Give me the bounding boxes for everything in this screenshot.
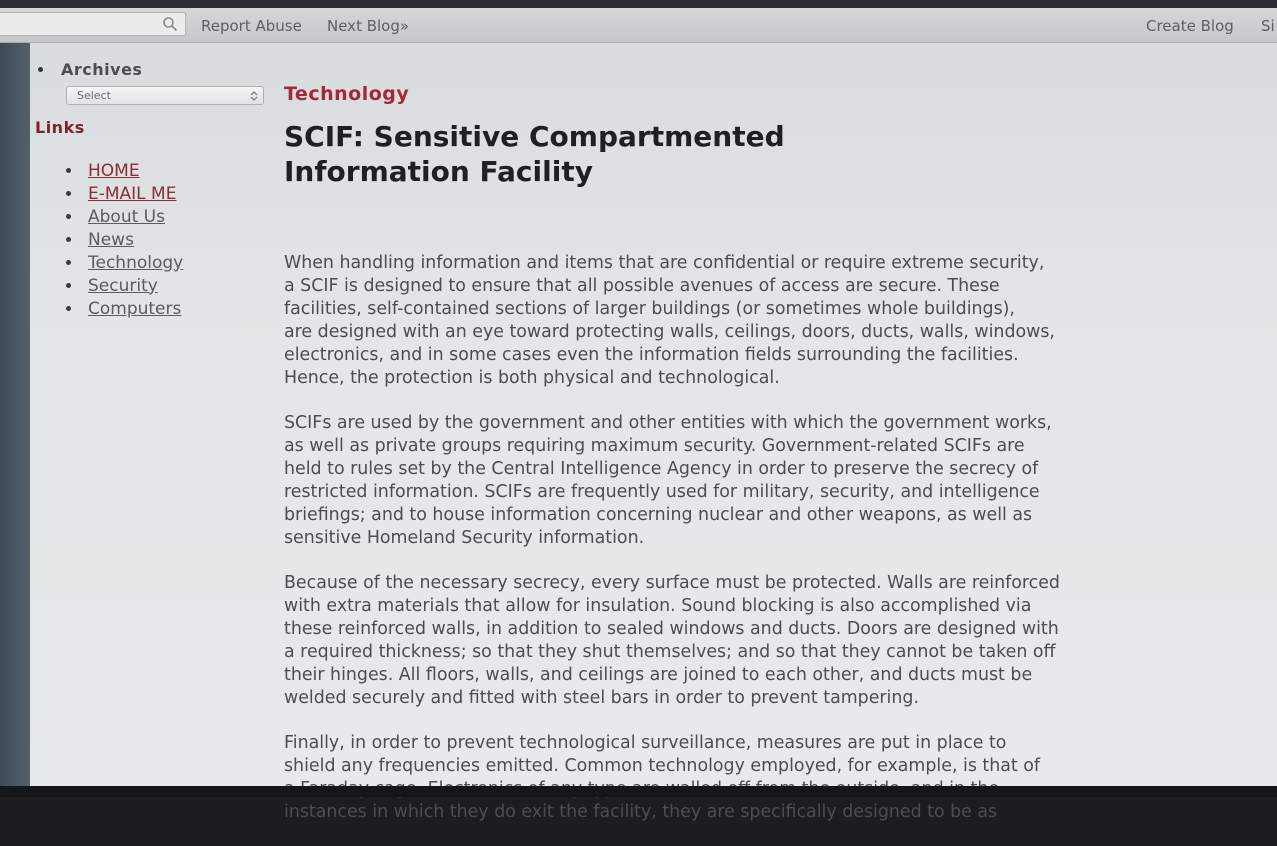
link-technology[interactable]: Technology [88,252,184,273]
bullet-icon [66,191,71,196]
post-paragraph: Because of the necessary secrecy, every surface must be protected. Walls are reinforced with extra materials that allow for insulation. Sound blocking is also accomplished via these reinforced walls, in addition to sealed windows and ducts. Doors are designed with a required thickness; so that they shut themselves; and so that they cannot be taken off their hinges. All floors, walls, and ceilings are joined to each other, and ducts must be welded securely and fitted with steel bars in order to prevent tampering. [284,573,1060,708]
link-home[interactable]: HOME [88,160,140,181]
links-title: Links [35,118,85,137]
link-computers[interactable]: Computers [88,298,182,319]
sign-in-link[interactable]: Si [1261,17,1275,35]
blogger-navbar [0,8,1277,43]
list-item [66,205,183,228]
post-paragraph: Finally, in order to prevent technological surveillance, measures are put in place to shield any frequencies emitted. Common technology employed, for example, is that of instances in which they do exit the facility, they are specifically designed to be as [284,733,1041,822]
link-about-us[interactable]: About Us [88,206,165,227]
list-item [66,297,183,320]
archives-widget [38,60,142,79]
left-frame-strip [0,43,30,788]
bullet-icon [66,214,71,219]
post-paragraph: SCIFs are used by the government and other entities with which the government works, as well as private groups requiring maximum security. Government-related SCIFs are held to rules set by the Central Intelligence Agency in order to preserve the secrecy of restricted information. SCIFs are frequently used for military, security, and intelligence briefings; and to house information concerning nuclear and other weapons, as well as sensitive Homeland Security information. [284,413,1052,548]
search-icon[interactable] [162,16,178,32]
link-email-me[interactable]: E-MAIL ME [88,183,177,204]
list-item [66,228,183,251]
list-item [66,159,183,182]
bullet-icon [66,283,71,288]
bottom-bezel [0,786,1277,797]
list-item [66,182,183,205]
bullet-icon [66,260,71,265]
list-item [66,274,183,297]
archive-select-value: Select [77,89,111,102]
navbar-search-input[interactable] [0,12,186,36]
post-title: SCIF: Sensitive Compartmented Information Facility [284,120,785,188]
post-paragraph: When handling information and items that are confidential or require extreme security, a SCIF is designed to ensure that all possible avenues of access are secure. These facilities, self-contained sections of larger buildings (or sometimes whole buildings), are designed with an eye toward protecting walls, ceilings, doors, ducts, walls, windows, electronics, and in some cases even the information fields surrounding the facilities. Hence, the protection is both physical and technological. [284,253,1055,388]
bullet-icon [66,306,71,311]
archive-select[interactable] [66,86,264,105]
post-label: Technology [284,83,410,105]
archives-title: Archives [61,60,143,79]
post-body [284,252,1244,846]
list-item [66,251,183,274]
next-blog-link[interactable]: Next Blog» [327,17,410,35]
link-security[interactable]: Security [88,275,158,296]
bullet-icon [38,67,43,72]
create-blog-link[interactable]: Create Blog [1146,17,1234,35]
blog-page [30,43,1277,822]
bullet-icon [66,237,71,242]
report-abuse-link[interactable]: Report Abuse [201,17,302,35]
select-arrows-icon [250,90,258,102]
link-news[interactable]: News [88,229,134,250]
bullet-icon [66,168,71,173]
links-list [66,159,183,320]
